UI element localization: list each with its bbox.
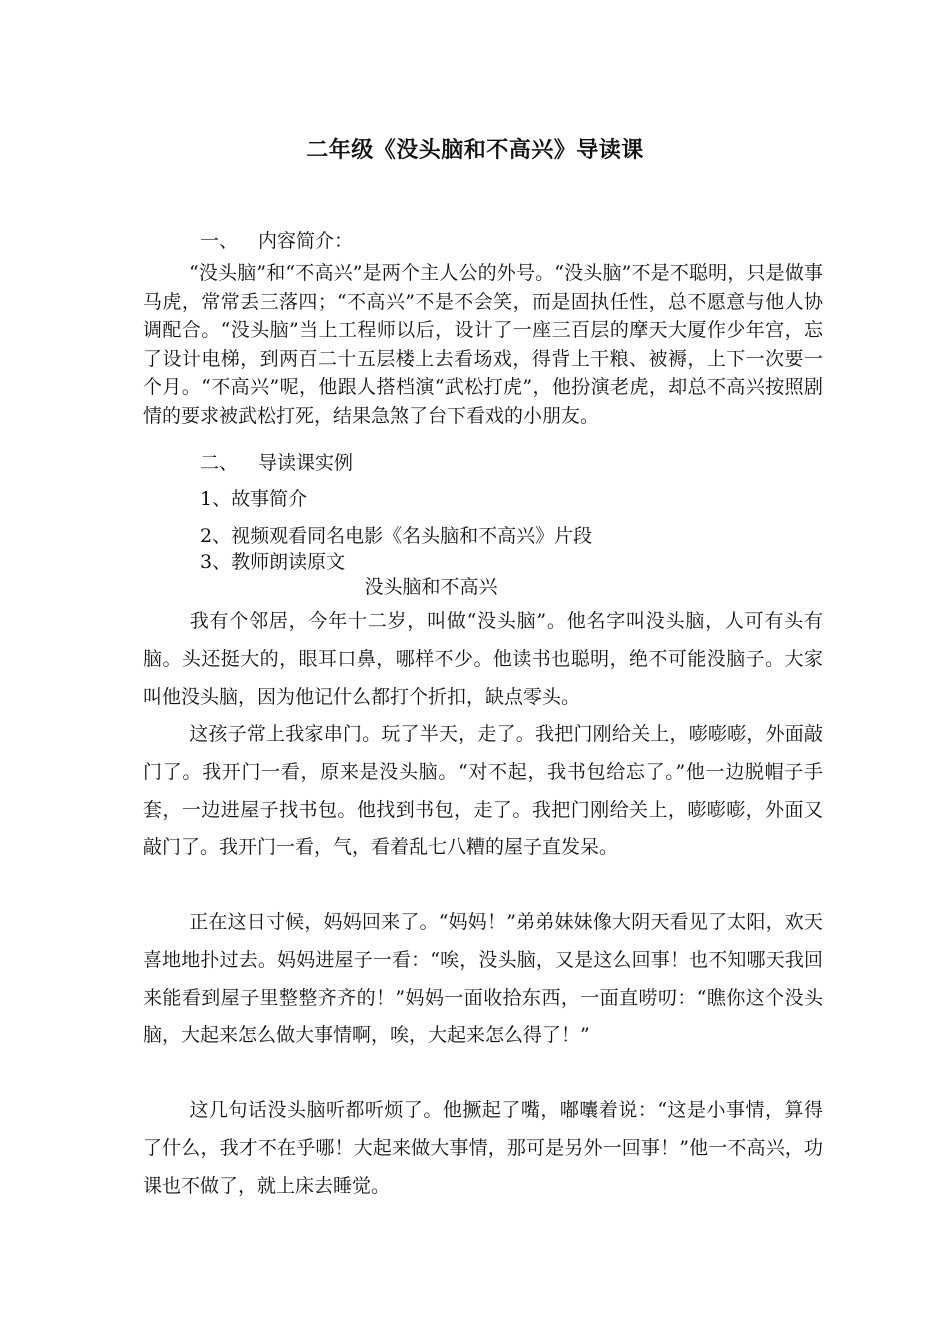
story-paragraph xyxy=(143,904,823,1055)
list-item: 2、视频观看同名电影《名头脑和不高兴》片段 xyxy=(200,525,593,547)
story-paragraph xyxy=(143,1092,823,1205)
story-paragraph xyxy=(143,716,823,867)
list-item: 1、故事简介 xyxy=(200,488,308,510)
section-two-heading xyxy=(200,448,353,475)
page-title: 二年级《没头脑和不高兴》导读课 xyxy=(306,137,644,163)
story-paragraph-text: 我有个邻居，今年十二岁，叫做“没头脑”。他名字叫没头脑，人可有头有脑。头还挺大的，眼耳口鼻，哪样不少。他读书也聪明，绝不可能没脑子。大家叫他没头脑，因为他记什么都打个折扣，缺点零头。 xyxy=(143,610,823,708)
section-one-heading xyxy=(200,226,353,253)
list-item: 3、教师朗读原文 xyxy=(200,551,346,573)
story-title: 没头脑和不高兴 xyxy=(364,576,498,598)
story-paragraph-text: 这孩子常上我家串门。玩了半天，走了。我把门刚给关上，嘭嘭嘭，外面敲门了。我开门一看，原来是没头脑。“对不起，我书包给忘了。”他一边脱帽子手套，一边进屋子找书包。他找到书包，走了。我把门刚给关上，嘭嘭嘭，外面又敲门了。我开门一看，气，看着乱七八糟的屋子直发呆。 xyxy=(143,723,823,859)
story-paragraph-text: 正在这日寸候，妈妈回来了。“妈妈！”弟弟妹妹像大阴天看见了太阳，欢天喜地地扑过去。妈妈进屋子一看：“唉，没头脑，又是这么回事！也不知哪天我回来能看到屋子里整整齐齐的！”妈妈一面收拾东西，一面直唠叨：“瞧你这个没头脑，大起来怎么做大事情啊，唉，大起来怎么得了！” xyxy=(143,911,823,1047)
section-one-label: 内容简介： xyxy=(258,230,354,252)
section-two-number: 二、 xyxy=(200,452,239,474)
intro-paragraph-text: “没头脑”和“不高兴”是两个主人公的外号。“没头脑”不是不聪明，只是做事马虎，常常丢三落四；“不高兴”不是不会笑，而是固执任性，总不愿意与他人协调配合。“没头脑”当上工程师以后，设计了一座三百层的摩天大厦作少年宫，忘了设计电梯，到两百二十五层楼上去看场戏，得背上干粮、被褥，上下一次要一个月。“不高兴”呢，他跟人搭档演“武松打虎”，他扮演老虎，却总不高兴按照剧情的要求被武松打死，结果急煞了台下看戏的小朋友。 xyxy=(143,262,823,427)
section-two-label: 导读课实例 xyxy=(258,452,354,474)
section-one-number: 一、 xyxy=(200,230,239,252)
intro-paragraph xyxy=(143,259,823,431)
story-paragraph-text: 这几句话没头脑听都听烦了。他撅起了嘴，嘟囔着说：“这是小事情，算得了什么，我才不在乎哪！大起来做大事情，那可是另外一回事！”他一不高兴，功课也不做了，就上床去睡觉。 xyxy=(143,1099,823,1197)
story-paragraph xyxy=(143,603,823,716)
